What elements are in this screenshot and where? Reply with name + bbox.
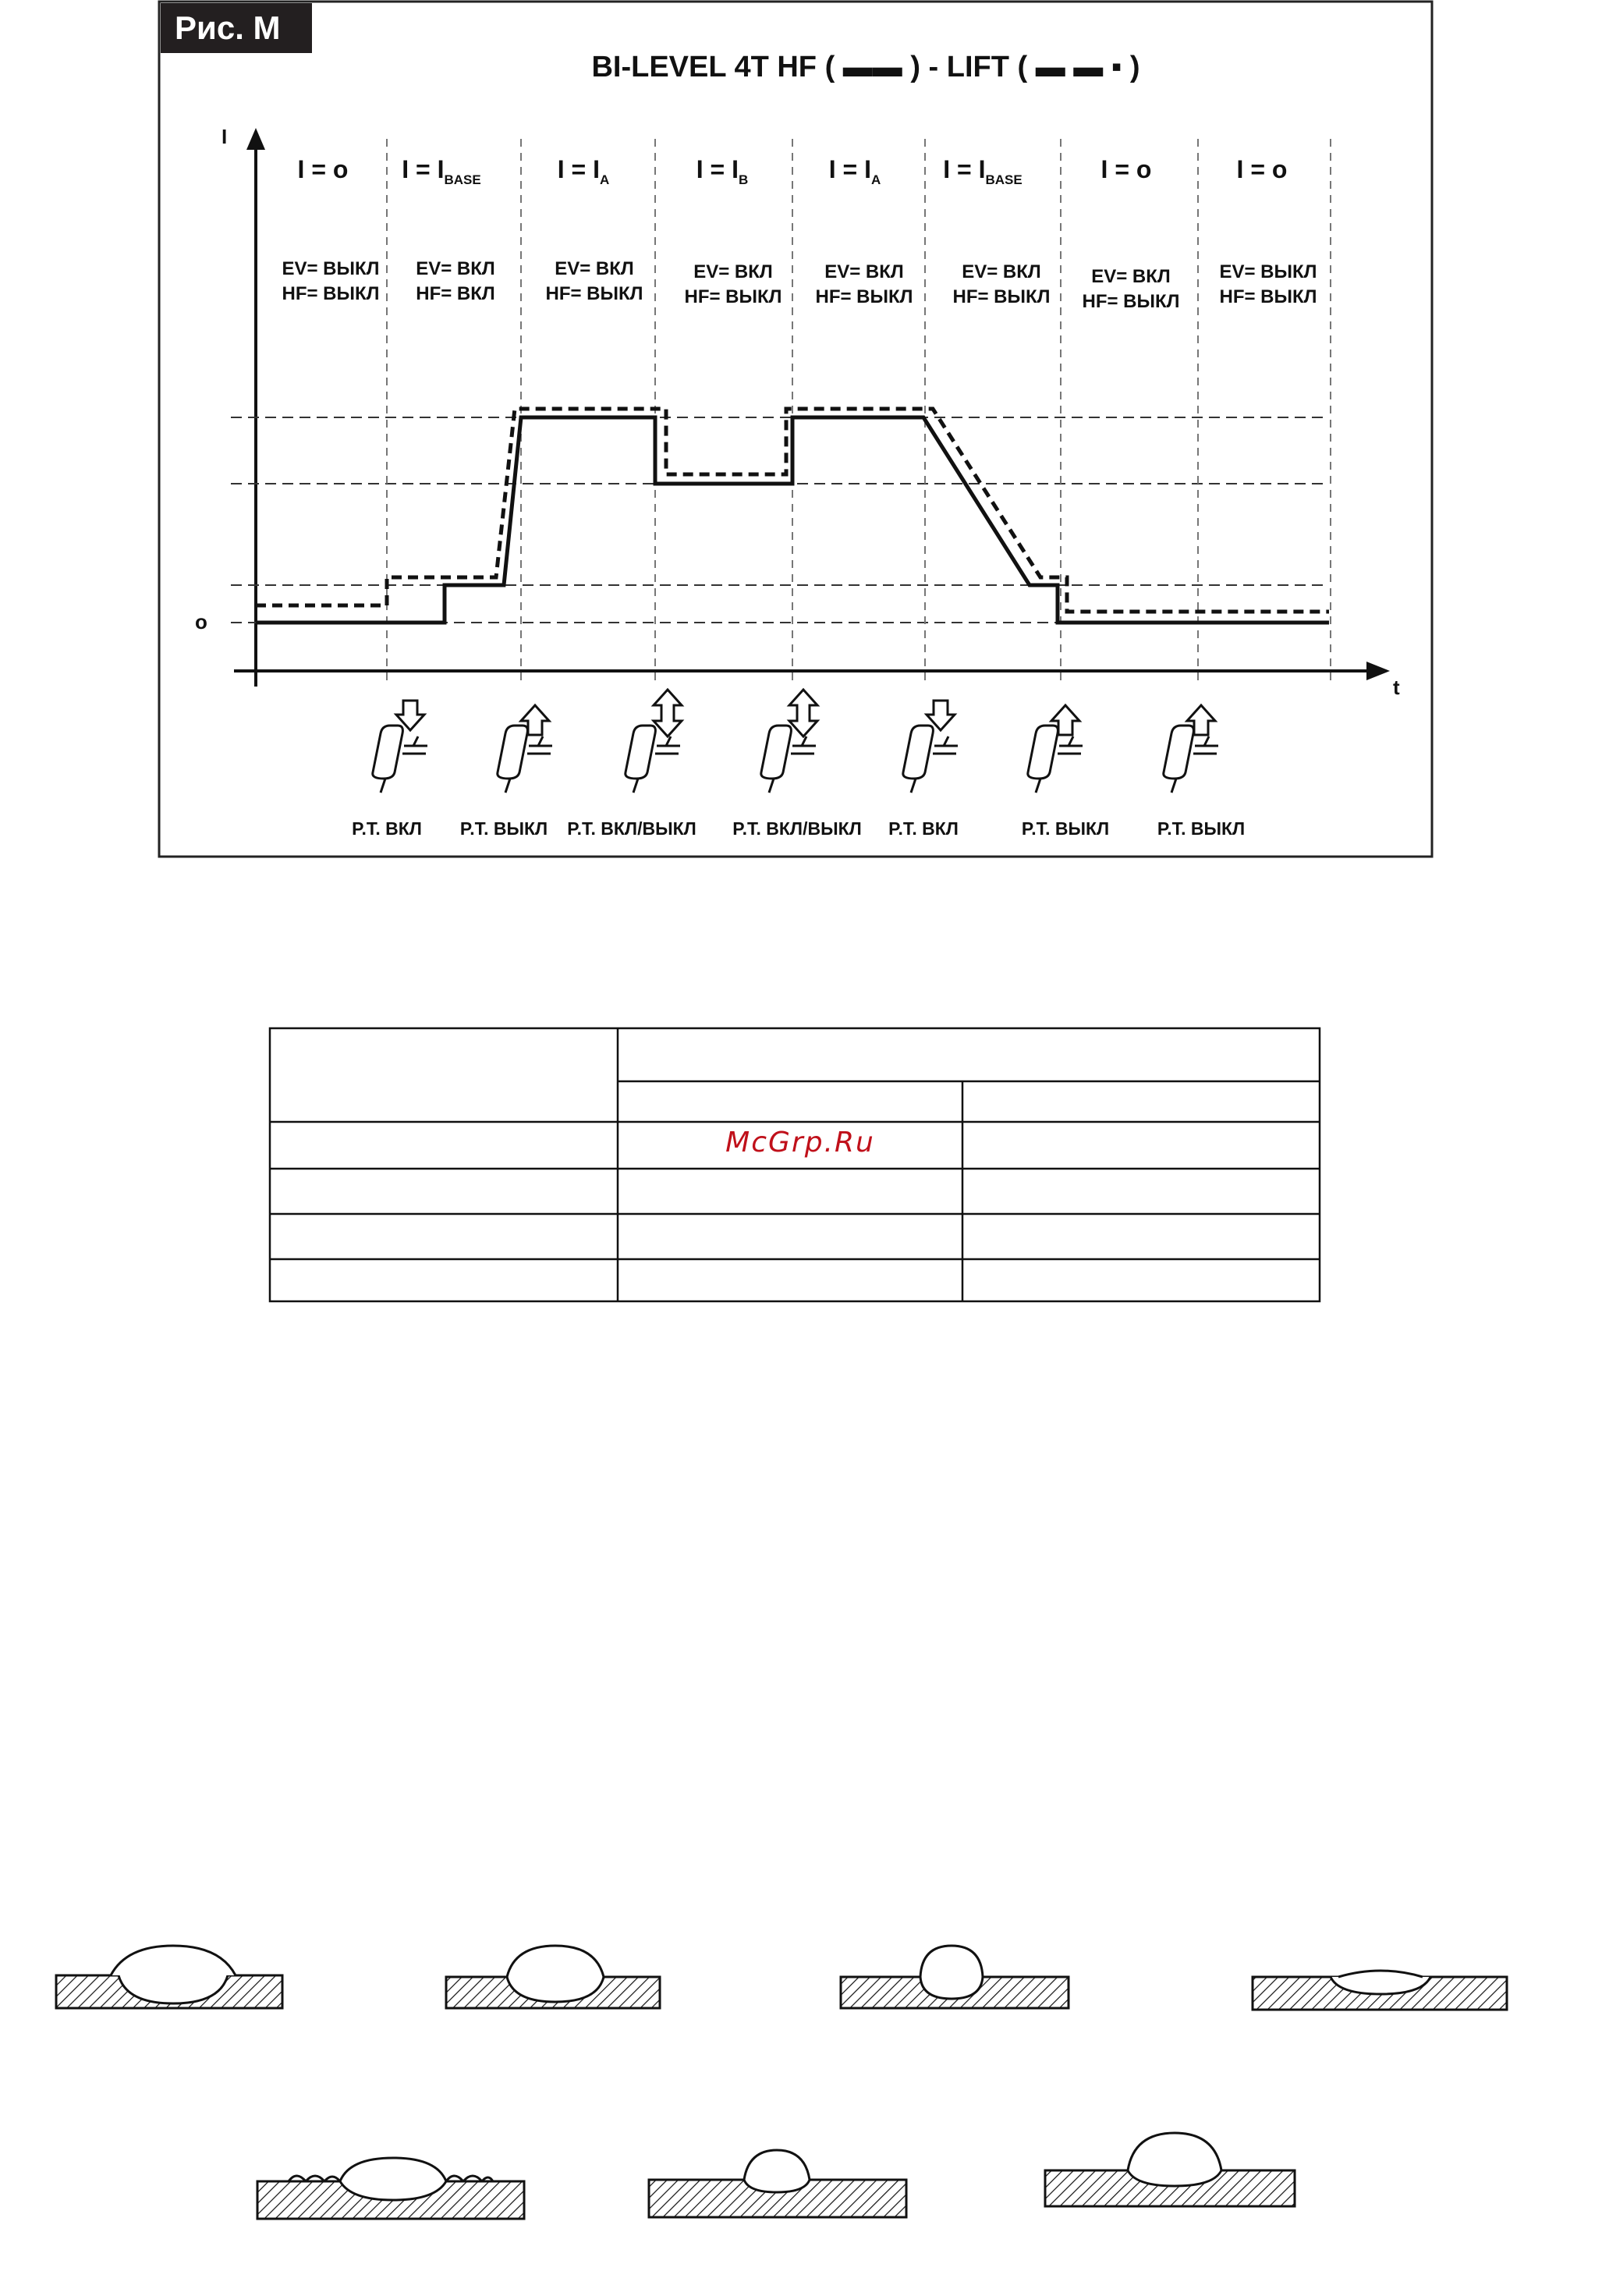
phase-6-ev: EV= ВКЛ [962,261,1041,282]
phase-7-current: I = o [1100,155,1152,183]
trigger-7-label: P.T. ВЫКЛ [1157,818,1246,839]
x-axis-label: t [1393,676,1400,699]
weld-bead-1 [56,1946,282,2008]
weld-bead-5 [257,2158,524,2219]
phase-2-current: $I = I_{BASE}$ [402,155,481,187]
phase-4-ev: EV= ВКЛ [693,261,773,282]
phase-6-hf: HF= ВЫКЛ [952,286,1051,307]
phase-8-ev: EV= ВЫКЛ [1219,261,1317,282]
phase-5-current: $I = I_A$ [828,155,881,187]
phase-4-hf: HF= ВЫКЛ [684,286,782,307]
phase-1-hf: HF= ВЫКЛ [282,283,380,304]
weld-bead-7 [1045,2133,1295,2206]
watermark: McGrp.Ru [725,1127,875,1159]
zero-label: o [195,610,207,633]
phase-7-ev: EV= ВКЛ [1091,266,1171,287]
phase-2-ev: EV= ВКЛ [416,258,495,279]
phase-3-current: $I = I_A$ [557,155,610,187]
trigger-3-label: P.T. ВКЛ/ВЫКЛ [567,818,696,839]
phase-2-hf: HF= ВКЛ [416,283,495,304]
phase-1-current: I = o [297,155,349,183]
phase-4-current: $I = I_B$ [696,155,749,187]
y-axis-label: I [222,125,228,148]
weld-bead-6 [649,2150,906,2217]
empty-table [270,1028,1320,1301]
table-border [270,1028,1320,1301]
phase-3-ev: EV= ВКЛ [555,258,634,279]
phase-1-ev: EV= ВЫКЛ [282,258,380,279]
phase-8-current: I = o [1236,155,1288,183]
trigger-5-label: P.T. ВКЛ [888,818,959,839]
weld-beads [56,1946,1507,2219]
phase-6-current: $I = I_{BASE}$ [943,155,1023,187]
phase-3-hf: HF= ВЫКЛ [545,283,643,304]
weld-bead-2 [446,1946,660,2008]
phase-5-hf: HF= ВЫКЛ [815,286,913,307]
phase-8-hf: HF= ВЫКЛ [1219,286,1317,307]
trigger-1-label: P.T. ВКЛ [352,818,422,839]
weld-bead-4 [1253,1971,1507,2010]
trigger-6-label: P.T. ВЫКЛ [1021,818,1110,839]
trigger-2-label: P.T. ВЫКЛ [459,818,548,839]
weld-bead-3 [841,1946,1069,2008]
figure-label: Рис. M [175,9,281,46]
trigger-4-label: P.T. ВКЛ/ВЫКЛ [732,818,862,839]
diagram-title: BI-LEVEL 4T HF ( ▬▬ ) - LIFT ( ▬ ▬ ▪ ) [591,51,1140,83]
phase-5-ev: EV= ВКЛ [824,261,904,282]
phase-7-hf: HF= ВЫКЛ [1082,291,1180,312]
